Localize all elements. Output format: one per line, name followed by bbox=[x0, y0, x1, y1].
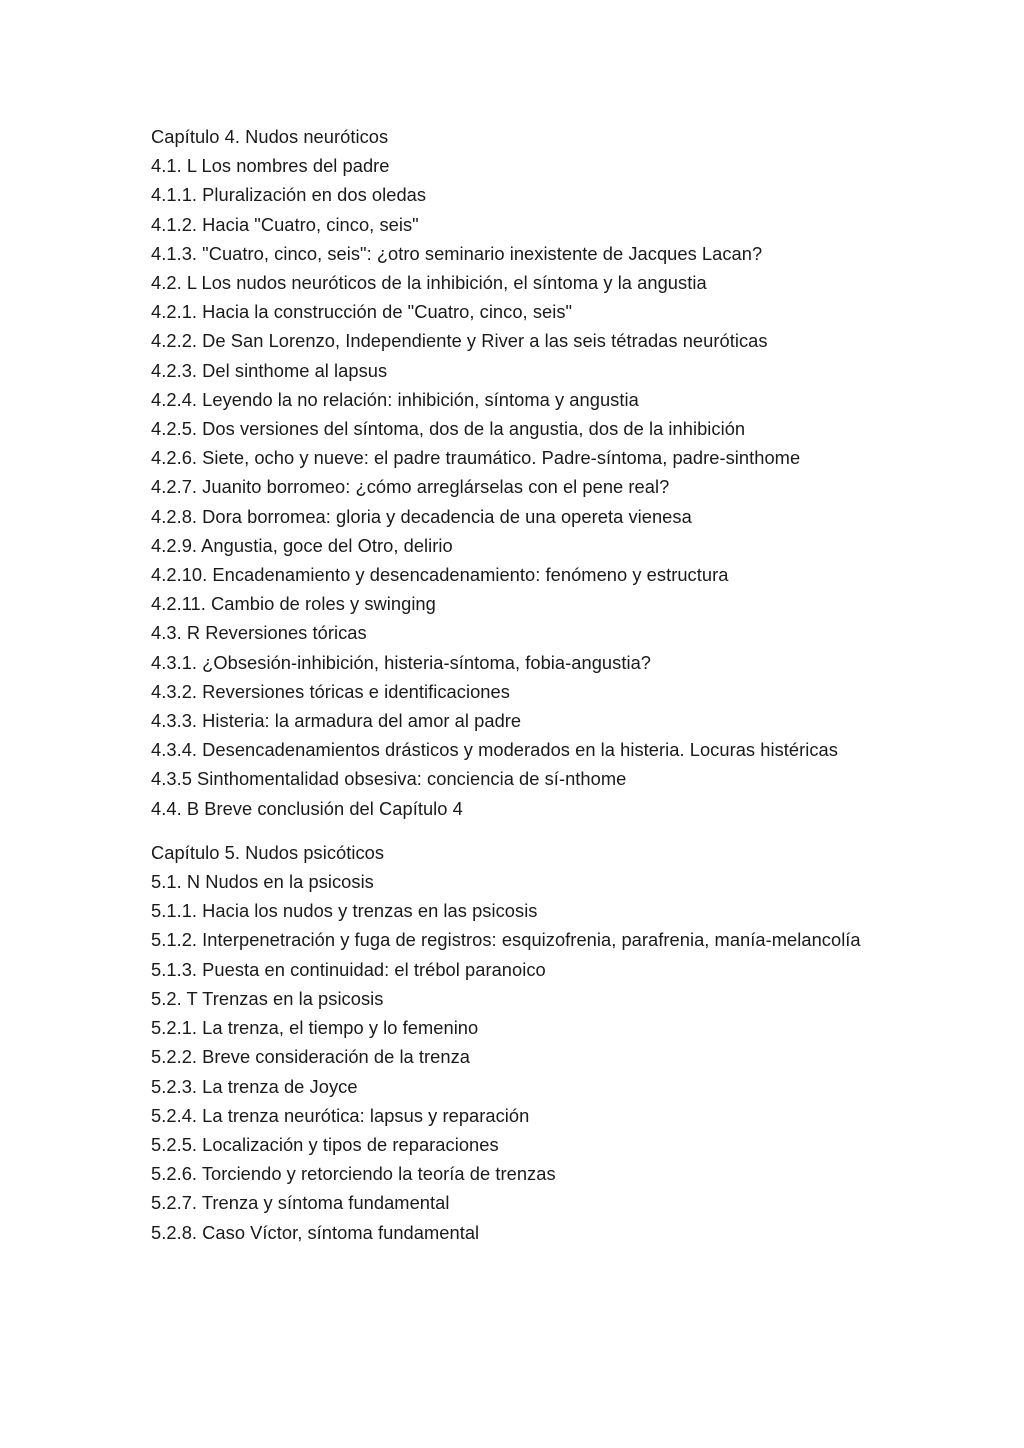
chapter-4-section bbox=[151, 122, 881, 823]
toc-entry: 4.2.11. Cambio de roles y swinging bbox=[151, 593, 436, 615]
toc-entry: 5.2.2. Breve consideración de la trenza bbox=[151, 1046, 471, 1068]
toc-entry: 4.1. L Los nombres del padre bbox=[151, 155, 390, 177]
toc-entry: 4.1.1. Pluralización en dos oledas bbox=[151, 184, 427, 206]
toc-entry: 4.2.6. Siete, ocho y nueve: el padre traumático. Padre-síntoma, padre-sinthome bbox=[151, 447, 801, 469]
toc-entry: 4.3.2. Reversiones tóricas e identificaciones bbox=[151, 680, 510, 702]
toc-entry: 5.1.2. Interpenetración y fuga de registros: esquizofrenia, parafrenia, manía-melancolía bbox=[151, 929, 861, 951]
toc-entry: 5.1.3. Puesta en continuidad: el trébol paranoico bbox=[151, 958, 546, 980]
toc-entry: 4.2.1. Hacia la construcción de "Cuatro, cinco, seis" bbox=[151, 301, 573, 323]
toc-entry: 4.2.5. Dos versiones del síntoma, dos de la angustia, dos de la inhibición bbox=[151, 418, 746, 440]
toc-entry: 4.3.1. ¿Obsesión-inhibición, histeria-síntoma, fobia-angustia? bbox=[151, 651, 652, 673]
toc-entry: 5.2. T Trenzas en la psicosis bbox=[151, 987, 384, 1009]
toc-entry: 5.2.6. Torciendo y retorciendo la teoría de trenzas bbox=[151, 1163, 556, 1185]
chapter-heading: Capítulo 5. Nudos psicóticos bbox=[151, 841, 385, 863]
toc-entry: 4.1.2. Hacia "Cuatro, cinco, seis" bbox=[151, 213, 419, 235]
toc-entry: 4.2.3. Del sinthome al lapsus bbox=[151, 359, 388, 381]
toc-entry: 5.2.8. Caso Víctor, síntoma fundamental bbox=[151, 1221, 480, 1243]
toc-entry: 4.2.7. Juanito borromeo: ¿cómo arreglárselas con el pene real? bbox=[151, 476, 670, 498]
toc-entry: 5.2.1. La trenza, el tiempo y lo femenino bbox=[151, 1017, 479, 1039]
toc-entry: 5.1.1. Hacia los nudos y trenzas en las psicosis bbox=[151, 900, 538, 922]
toc-entry: 5.1. N Nudos en la psicosis bbox=[151, 871, 374, 893]
toc-entry: 5.2.7. Trenza y síntoma fundamental bbox=[151, 1192, 450, 1214]
toc-entry: 4.4. B Breve conclusión del Capítulo 4 bbox=[151, 797, 463, 819]
toc-entry: 4.2.9. Angustia, goce del Otro, delirio bbox=[151, 534, 453, 556]
toc-entry: 4.2.2. De San Lorenzo, Independiente y River a las seis tétradas neuróticas bbox=[151, 330, 768, 352]
toc-entry: 5.2.4. La trenza neurótica: lapsus y reparación bbox=[151, 1104, 530, 1126]
toc-entry: 4.3. R Reversiones tóricas bbox=[151, 622, 367, 644]
table-of-contents bbox=[151, 122, 881, 1247]
toc-entry: 4.2.8. Dora borromea: gloria y decadencia de una opereta vienesa bbox=[151, 505, 692, 527]
toc-entry: 4.2.4. Leyendo la no relación: inhibición, síntoma y angustia bbox=[151, 388, 639, 410]
chapter-5-section bbox=[151, 838, 881, 1247]
toc-entry: 4.1.3. "Cuatro, cinco, seis": ¿otro seminario inexistente de Jacques Lacan? bbox=[151, 242, 763, 264]
toc-entry: 4.3.5 Sinthomentalidad obsesiva: conciencia de sí-nthome bbox=[151, 768, 627, 790]
toc-entry: 4.3.3. Histeria: la armadura del amor al padre bbox=[151, 710, 522, 732]
toc-entry: 4.3.4. Desencadenamientos drásticos y moderados en la histeria. Locuras histéricas bbox=[151, 739, 838, 761]
toc-entry: 5.2.3. La trenza de Joyce bbox=[151, 1075, 358, 1097]
toc-entry: 4.2. L Los nudos neuróticos de la inhibición, el síntoma y la angustia bbox=[151, 272, 707, 294]
chapter-heading: Capítulo 4. Nudos neuróticos bbox=[151, 126, 389, 147]
toc-entry: 4.2.10. Encadenamiento y desencadenamiento: fenómeno y estructura bbox=[151, 564, 729, 586]
toc-entry: 5.2.5. Localización y tipos de reparaciones bbox=[151, 1133, 499, 1155]
